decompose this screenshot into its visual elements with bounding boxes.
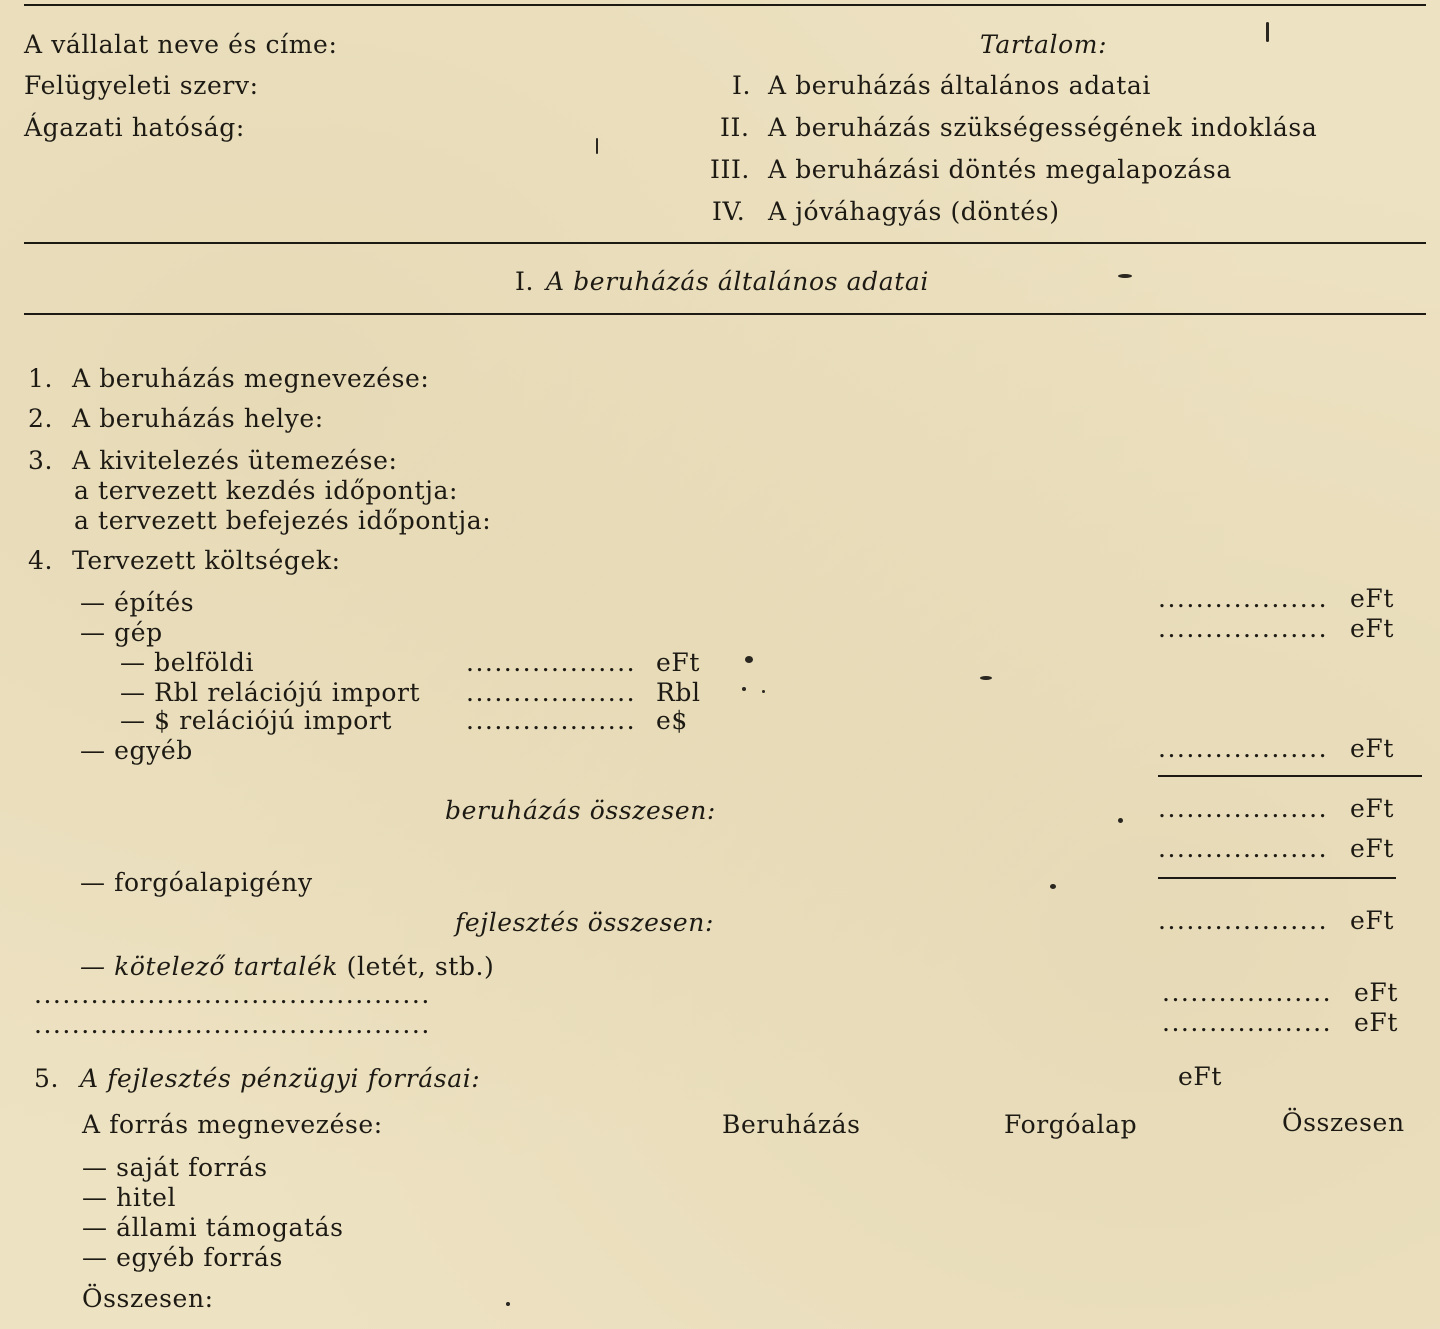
funding-row-hitel: — hitel [82, 1183, 177, 1212]
funding-row-egyeb: — egyéb forrás [82, 1243, 283, 1272]
cost-gep-dots: .................. [1158, 614, 1329, 643]
supervisor-label: Felügyeleti szerv: [24, 71, 259, 100]
paper-speck [506, 1302, 510, 1306]
forgoalap-unit: eFt [1350, 834, 1394, 863]
item-1-num: 1. [28, 364, 54, 393]
contents-item-4-text: A jóváhagyás (döntés) [768, 197, 1060, 226]
contents-item-2-num: II. [720, 113, 750, 142]
item-3-text: A kivitelezés ütemezése: [72, 446, 398, 475]
cost-epites-dots: .................. [1158, 584, 1329, 613]
top-rule [24, 4, 1426, 6]
cost-dollar-unit: e$ [656, 706, 688, 735]
paper-speck [745, 656, 753, 663]
col-forgoalap: Forgóalap [1004, 1110, 1138, 1139]
blank-line-1-unit: eFt [1354, 978, 1398, 1007]
col-beruhazas: Beruházás [722, 1110, 861, 1139]
contents-item-1-text: A beruházás általános adatai [768, 71, 1151, 100]
section-rule-bottom [24, 313, 1426, 315]
forgoalap-dots: .................. [1158, 834, 1329, 863]
contents-item-1-num: I. [732, 71, 752, 100]
funding-row-allami: — állami támogatás [82, 1213, 344, 1242]
cost-epites: — építés [80, 588, 195, 617]
item-5-num: 5. [34, 1064, 60, 1093]
cost-rbl: — Rbl relációjú import [120, 678, 421, 707]
paper-speck [1266, 22, 1269, 42]
authority-label: Ágazati hatóság: [24, 113, 245, 142]
section-title: A beruházás általános adatai [546, 267, 929, 296]
funding-unit: eFt [1178, 1062, 1222, 1091]
paper-speck [742, 687, 746, 691]
paper-speck [1118, 818, 1123, 823]
contents-title: Tartalom: [980, 30, 1108, 59]
subtotal-rule-2 [1158, 877, 1396, 879]
blank-line-1-right-dots: .................. [1162, 978, 1333, 1007]
beruhazas-total-unit: eFt [1350, 794, 1394, 823]
item-3-start: a tervezett kezdés időpontja: [74, 476, 458, 505]
cost-belfoldi: — belföldi [120, 648, 255, 677]
tartalek-italic: — kötelező tartalék [80, 952, 339, 981]
cost-rbl-unit: Rbl [656, 678, 701, 707]
funding-row-sajat: — saját forrás [82, 1153, 268, 1182]
paper-speck [762, 690, 765, 693]
cost-egyeb-unit: eFt [1350, 734, 1394, 763]
item-4-text: Tervezett költségek: [72, 546, 341, 575]
cost-belfoldi-unit: eFt [656, 648, 700, 677]
cost-belfoldi-dots: .................. [466, 648, 637, 677]
contents-item-3-num: III. [710, 155, 750, 184]
blank-line-1-dots: .......................................... [34, 980, 431, 1009]
cost-rbl-dots: .................. [466, 678, 637, 707]
company-label: A vállalat neve és címe: [24, 30, 338, 59]
fejlesztes-total-dots: .................. [1158, 906, 1329, 935]
cost-dollar-dots: .................. [466, 706, 637, 735]
cost-egyeb: — egyéb [80, 736, 193, 765]
tartalek-rest: (letét, stb.) [338, 952, 495, 981]
item-3-num: 3. [28, 446, 54, 475]
blank-line-2-unit: eFt [1354, 1008, 1398, 1037]
item-4-num: 4. [28, 546, 54, 575]
item-1-text: A beruházás megnevezése: [72, 364, 430, 393]
cost-egyeb-dots: .................. [1158, 734, 1329, 763]
funding-total: Összesen: [82, 1284, 214, 1313]
paper-speck [1050, 884, 1056, 889]
cost-tartalek [80, 954, 494, 979]
col-osszesen: Összesen [1282, 1108, 1405, 1137]
contents-item-4-num: IV. [712, 197, 746, 226]
blank-line-2-right-dots: .................. [1162, 1008, 1333, 1037]
beruhazas-total-dots: .................. [1158, 794, 1329, 823]
section-rule-top [24, 242, 1426, 244]
funding-source-label: A forrás megnevezése: [82, 1110, 383, 1139]
contents-item-2-text: A beruházás szükségességének indoklása [768, 113, 1318, 142]
cost-gep-unit: eFt [1350, 614, 1394, 643]
cost-dollar: — $ relációjú import [120, 706, 393, 735]
item-2-text: A beruházás helye: [72, 404, 324, 433]
contents-item-3-text: A beruházási döntés megalapozása [768, 155, 1232, 184]
paper-speck [980, 676, 992, 680]
item-3-end: a tervezett befejezés időpontja: [74, 506, 492, 535]
subtotal-rule-1 [1158, 775, 1422, 777]
beruhazas-total-label: beruházás összesen: [445, 796, 716, 825]
paper-speck [596, 138, 598, 154]
section-num: I. [515, 267, 535, 296]
paper-speck [1118, 274, 1132, 278]
fejlesztes-total-unit: eFt [1350, 906, 1394, 935]
item-5-title: A fejlesztés pénzügyi forrásai: [80, 1064, 481, 1093]
blank-line-2-dots: .......................................... [34, 1010, 431, 1039]
fejlesztes-total-label: fejlesztés összesen: [455, 908, 715, 937]
cost-forgoalap: — forgóalapigény [80, 868, 313, 897]
cost-epites-unit: eFt [1350, 584, 1394, 613]
item-2-num: 2. [28, 404, 54, 433]
cost-gep: — gép [80, 618, 163, 647]
